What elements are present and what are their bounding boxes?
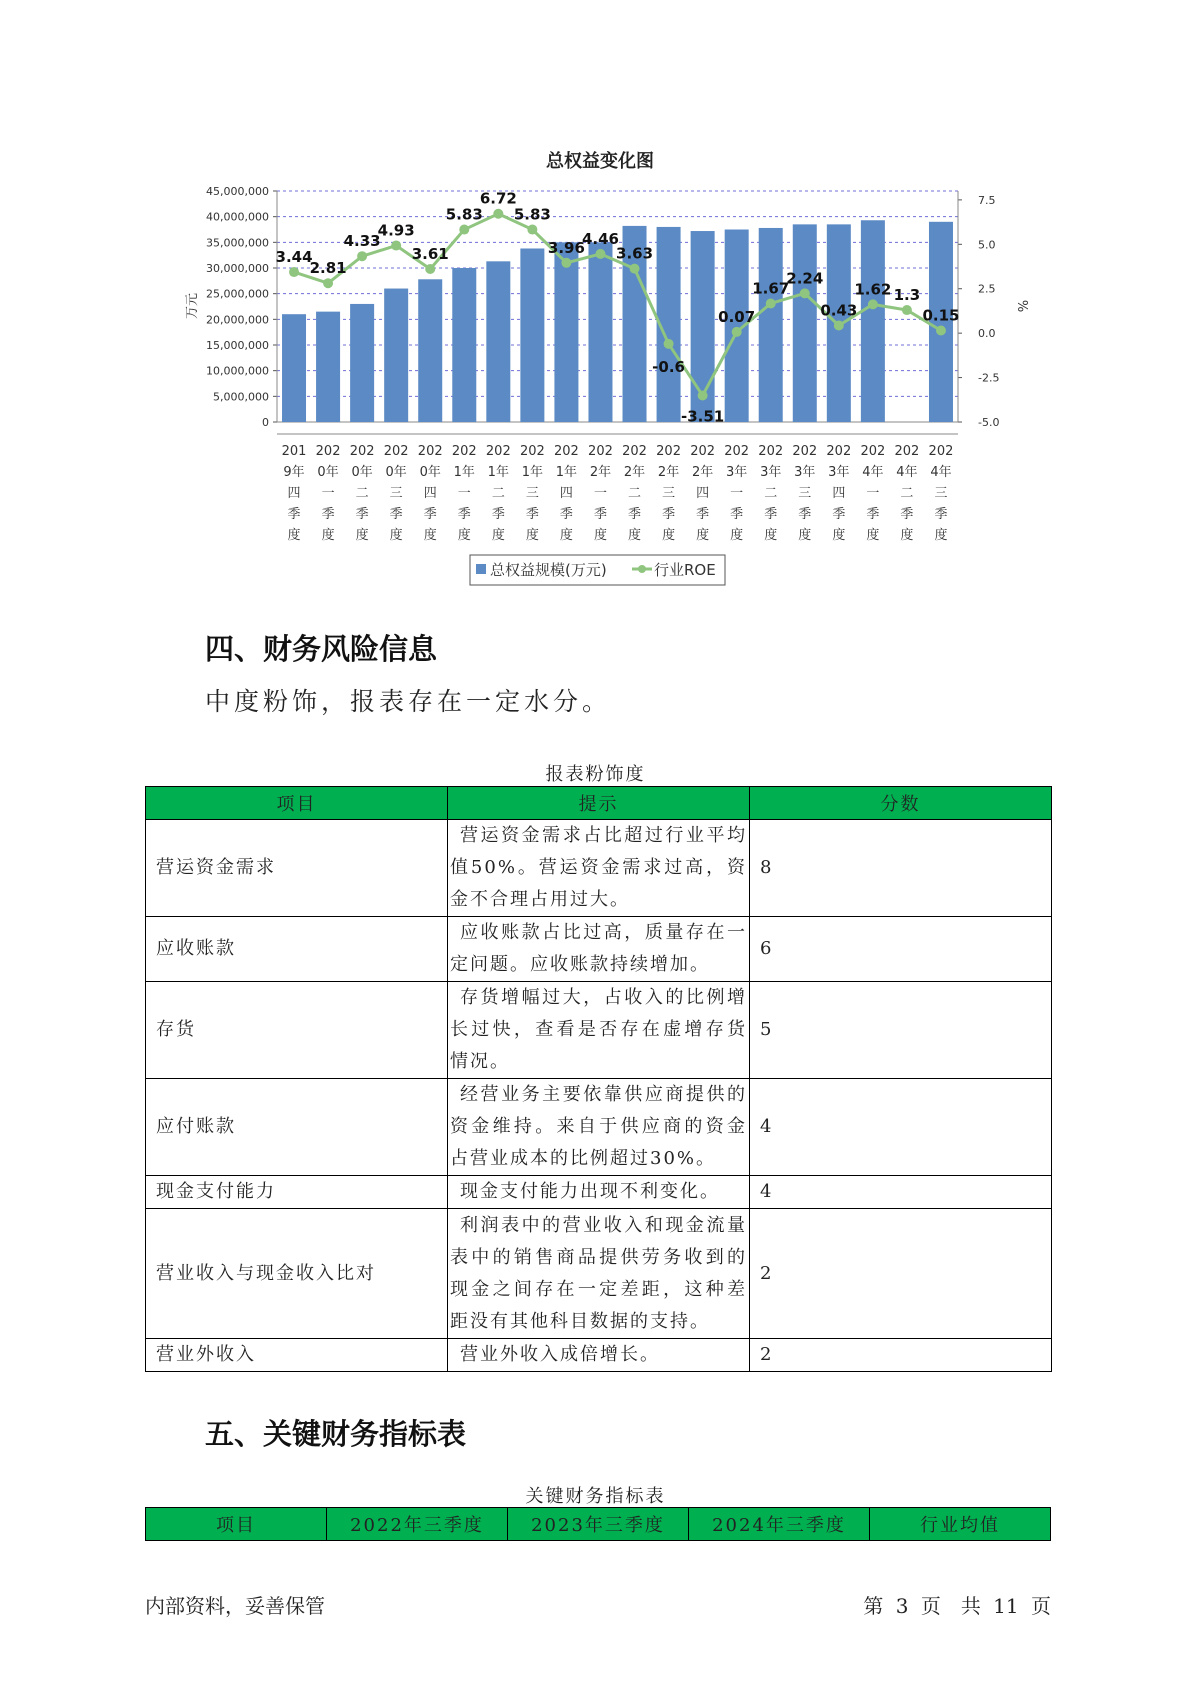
x-tick-label: 202: [519, 444, 545, 459]
bar: [452, 268, 476, 422]
bar: [520, 248, 544, 422]
x-tick-label: 季: [559, 507, 573, 522]
risk-tip: 应收账款占比过高，质量存在一定问题。应收账款持续增加。: [448, 917, 750, 982]
x-tick-label: 202: [622, 444, 647, 459]
roe-data-label: 3.44: [275, 248, 313, 267]
table-row: [146, 1176, 1052, 1209]
x-tick-label: 度: [423, 528, 437, 543]
legend-swatch-point: [638, 565, 646, 573]
x-tick-label: 二: [355, 486, 369, 501]
x-tick-label: 202: [451, 444, 477, 459]
x-tick-label: 三: [934, 486, 948, 501]
bar: [282, 314, 306, 422]
roe-point: [936, 325, 946, 335]
equity-chart: [0, 0, 1191, 600]
x-tick-label: 度: [900, 528, 914, 543]
roe-data-label: 3.61: [411, 245, 449, 264]
x-tick-label: 202: [588, 444, 613, 459]
roe-point: [595, 249, 605, 259]
x-tick-label: 2年: [589, 465, 612, 480]
risk-score: 4: [750, 1079, 1052, 1176]
risk-tip: 营运资金需求占比超过行业平均值50%。营运资金需求过高，资金不合理占用过大。: [448, 820, 750, 917]
x-tick-label: 0年: [317, 465, 339, 480]
roe-data-label: 3.63: [616, 244, 654, 263]
x-tick-label: 度: [730, 528, 744, 543]
risk-score: 5: [750, 982, 1052, 1079]
roe-point: [323, 278, 333, 288]
x-tick-label: 三: [389, 486, 403, 501]
x-tick-label: 季: [696, 507, 710, 522]
x-tick-label: 0年: [385, 465, 407, 480]
x-tick-label: 度: [866, 528, 880, 543]
x-tick-label: 4年: [862, 465, 884, 480]
y2-tick-label: 2.5: [978, 282, 996, 296]
x-tick-label: 9年: [283, 465, 305, 480]
x-tick-label: 度: [457, 528, 471, 543]
x-tick-label: 度: [355, 528, 369, 543]
risk-table: [145, 786, 1052, 1372]
x-tick-label: 度: [628, 528, 642, 543]
risk-tip: 经营业务主要依靠供应商提供的资金维持。来自于供应商的资金占营业成本的比例超过30%。: [448, 1079, 750, 1176]
x-tick-label: 度: [696, 528, 710, 543]
footer-confidential: 内部资料，妥善保管: [145, 1594, 325, 1618]
risk-score: 2: [750, 1209, 1052, 1339]
y2-tick-label: -5.0: [978, 416, 1000, 429]
risk-header-item: 项目: [146, 787, 448, 820]
roe-data-label: 6.72: [479, 189, 517, 208]
x-tick-label: 1年: [453, 465, 475, 480]
x-tick-label: 3年: [828, 465, 850, 480]
x-tick-label: 季: [321, 507, 335, 522]
x-tick-label: 2年: [691, 465, 714, 480]
roe-point: [664, 339, 674, 349]
risk-score: 4: [750, 1176, 1052, 1209]
x-tick-label: 季: [628, 507, 642, 522]
risk-summary-text: 中度粉饰，报表存在一定水分。: [205, 687, 612, 716]
x-tick-label: 四: [559, 486, 573, 501]
x-tick-label: 季: [491, 507, 505, 522]
x-tick-label: 季: [287, 507, 301, 522]
roe-point: [630, 264, 640, 274]
bar: [316, 312, 340, 422]
x-tick-label: 季: [423, 507, 437, 522]
kfi-header-industry-avg: 行业均值: [870, 1508, 1051, 1541]
y-tick-label: 25,000,000: [206, 287, 269, 301]
x-tick-label: 度: [593, 528, 607, 543]
footer-page-number: 第 3 页 共 11 页: [863, 1594, 1051, 1618]
x-tick-label: 一: [321, 486, 335, 501]
roe-point: [391, 241, 401, 251]
y2-tick-label: 7.5: [978, 193, 996, 207]
x-tick-label: 季: [662, 507, 676, 522]
roe-data-label: 3.96: [547, 238, 585, 257]
legend-swatch-bars: [476, 564, 486, 574]
x-tick-label: 1年: [521, 465, 544, 480]
x-tick-label: 1年: [555, 465, 578, 480]
x-tick-label: 202: [860, 444, 886, 459]
x-tick-label: 四: [287, 486, 301, 501]
roe-data-label: -0.6: [652, 357, 685, 376]
roe-point: [698, 391, 708, 401]
x-tick-label: 二: [491, 486, 505, 501]
roe-point: [868, 299, 878, 309]
x-tick-label: 季: [934, 507, 948, 522]
x-tick-label: 3年: [794, 465, 816, 480]
risk-item: 营运资金需求: [146, 820, 448, 917]
roe-data-label: 1.62: [854, 280, 892, 299]
x-tick-label: 3年: [726, 465, 748, 480]
roe-point: [732, 327, 742, 337]
x-tick-label: 202: [690, 444, 716, 459]
bar: [486, 261, 510, 422]
roe-data-label: 4.46: [581, 229, 619, 248]
x-tick-label: 四: [832, 486, 846, 501]
x-tick-label: 度: [798, 528, 812, 543]
x-tick-label: 季: [798, 507, 812, 522]
roe-point: [800, 288, 810, 298]
kfi-header-item: 项目: [146, 1508, 327, 1541]
roe-point: [289, 267, 299, 277]
x-tick-label: 季: [900, 507, 914, 522]
risk-tip: 营业外收入成倍增长。: [448, 1339, 750, 1372]
x-tick-label: 202: [485, 444, 511, 459]
x-tick-label: 季: [457, 507, 471, 522]
roe-data-label: 0.15: [922, 306, 960, 325]
bar: [793, 224, 817, 422]
roe-data-label: 2.24: [786, 269, 824, 288]
x-tick-label: 一: [457, 486, 471, 501]
bar: [759, 228, 783, 422]
y-tick-label: 45,000,000: [206, 185, 269, 198]
y-tick-label: 5,000,000: [213, 390, 269, 404]
risk-item: 应付账款: [146, 1079, 448, 1176]
risk-header-score: 分数: [750, 787, 1052, 820]
roe-point: [459, 225, 469, 235]
table-row: [146, 982, 1052, 1079]
x-tick-label: 一: [593, 486, 607, 501]
x-tick-label: 季: [866, 507, 880, 522]
x-tick-label: 201: [281, 444, 307, 459]
roe-data-label: 0.07: [718, 307, 756, 326]
roe-point: [527, 225, 537, 235]
x-tick-label: 202: [758, 444, 784, 459]
x-tick-label: 202: [349, 444, 375, 459]
legend-label-line: 行业ROE: [654, 561, 716, 579]
risk-score: 6: [750, 917, 1052, 982]
table-row: [146, 820, 1052, 917]
x-tick-label: 202: [656, 444, 681, 459]
roe-data-label: 1.67: [752, 279, 790, 298]
x-tick-label: 一: [730, 486, 744, 501]
risk-tip: 利润表中的营业收入和现金流量表中的销售商品提供劳务收到的现金之间存在一定差距，这种差距没有其他科目数据的支持。: [448, 1209, 750, 1339]
x-tick-label: 度: [662, 528, 676, 543]
chart-title: 总权益变化图: [546, 151, 654, 172]
bar: [588, 242, 612, 422]
kfi-header-2023q3: 2023年三季度: [508, 1508, 689, 1541]
roe-data-label: 5.83: [513, 205, 551, 224]
y-tick-label: 20,000,000: [206, 313, 269, 327]
x-tick-label: 2年: [657, 465, 680, 480]
x-tick-label: 三: [525, 486, 539, 501]
risk-item: 存货: [146, 982, 448, 1079]
bar: [861, 220, 885, 422]
roe-data-label: -3.51: [681, 407, 725, 426]
section4-title: 四、财务风险信息: [205, 632, 438, 666]
roe-data-label: 4.33: [343, 232, 381, 251]
y2-tick-label: -2.5: [978, 371, 1000, 385]
bar: [554, 242, 578, 422]
x-tick-label: 度: [934, 528, 948, 543]
x-tick-label: 202: [315, 444, 341, 459]
risk-item: 现金支付能力: [146, 1176, 448, 1209]
roe-point: [834, 321, 844, 331]
kfi-table-caption: 关键财务指标表: [525, 1486, 666, 1507]
x-tick-label: 202: [554, 444, 579, 459]
x-tick-label: 季: [525, 507, 539, 522]
kfi-table: [145, 1507, 1051, 1541]
risk-header-tip: 提示: [448, 787, 750, 820]
roe-point: [493, 209, 503, 219]
section5-title: 五、关键财务指标表: [205, 1417, 467, 1451]
risk-table-caption: 报表粉饰度: [545, 764, 646, 785]
x-tick-label: 度: [832, 528, 846, 543]
x-tick-label: 二: [900, 486, 914, 501]
kfi-header-2022q3: 2022年三季度: [327, 1508, 508, 1541]
y2-tick-label: 5.0: [978, 238, 996, 252]
risk-table-header-row: [146, 787, 1052, 820]
y-tick-label: 35,000,000: [206, 236, 269, 250]
x-tick-label: 度: [491, 528, 505, 543]
x-tick-label: 202: [928, 444, 954, 459]
x-tick-label: 四: [696, 486, 710, 501]
y-tick-label: 40,000,000: [206, 210, 269, 224]
y2-axis-label: %: [1014, 299, 1029, 313]
roe-data-label: 2.81: [309, 259, 347, 278]
x-tick-label: 度: [287, 528, 301, 543]
roe-point: [357, 251, 367, 261]
risk-score: 2: [750, 1339, 1052, 1372]
roe-point: [561, 258, 571, 268]
x-tick-label: 度: [559, 528, 573, 543]
x-tick-label: 季: [764, 507, 778, 522]
x-tick-label: 0年: [419, 465, 441, 480]
risk-item: 营业收入与现金收入比对: [146, 1209, 448, 1339]
x-tick-label: 一: [866, 486, 880, 501]
x-tick-label: 度: [764, 528, 778, 543]
roe-point: [766, 298, 776, 308]
x-tick-label: 二: [764, 486, 778, 501]
risk-tip: 存货增幅过大，占收入的比例增长过快，查看是否存在虚增存货情况。: [448, 982, 750, 1079]
y-axis-label: 万元: [185, 292, 200, 320]
y-tick-label: 10,000,000: [206, 364, 269, 378]
x-tick-label: 四: [423, 486, 437, 501]
table-row: [146, 1209, 1052, 1339]
x-tick-label: 二: [628, 486, 642, 501]
y-tick-label: 15,000,000: [206, 339, 269, 352]
roe-data-label: 5.83: [445, 205, 483, 224]
roe-point: [425, 264, 435, 274]
kfi-table-header-row: [146, 1508, 1051, 1541]
x-tick-label: 度: [389, 528, 403, 543]
y2-tick-label: 0.0: [978, 327, 996, 341]
x-tick-label: 202: [792, 444, 818, 459]
risk-item: 应收账款: [146, 917, 448, 982]
x-tick-label: 度: [525, 528, 539, 543]
risk-tip: 现金支付能力出现不利变化。: [448, 1176, 750, 1209]
x-tick-label: 季: [730, 507, 744, 522]
x-tick-label: 2年: [623, 465, 646, 480]
kfi-header-2024q3: 2024年三季度: [689, 1508, 870, 1541]
equity-chart-svg: [0, 0, 1191, 600]
roe-data-label: 1.3: [893, 286, 921, 305]
bar: [350, 304, 374, 422]
x-tick-label: 季: [389, 507, 403, 522]
x-tick-label: 202: [383, 444, 409, 459]
bar: [384, 289, 408, 422]
x-tick-label: 202: [826, 444, 852, 459]
roe-data-label: 4.93: [377, 221, 415, 240]
x-tick-label: 季: [355, 507, 369, 522]
roe-point: [902, 305, 912, 315]
legend-label-bars: 总权益规模(万元): [490, 561, 607, 579]
risk-item: 营业外收入: [146, 1339, 448, 1372]
x-tick-label: 三: [662, 486, 676, 501]
y-tick-label: 0: [262, 416, 269, 429]
x-tick-label: 0年: [351, 465, 373, 480]
roe-data-label: 0.43: [820, 301, 858, 320]
x-tick-label: 季: [593, 507, 607, 522]
x-tick-label: 202: [417, 444, 443, 459]
x-tick-label: 4年: [930, 465, 952, 480]
table-row: [146, 1339, 1052, 1372]
table-row: [146, 917, 1052, 982]
x-tick-label: 度: [321, 528, 335, 543]
bar: [418, 279, 442, 422]
x-tick-label: 3年: [760, 465, 782, 480]
x-tick-label: 4年: [896, 465, 918, 480]
x-tick-label: 三: [798, 486, 812, 501]
x-tick-label: 季: [832, 507, 846, 522]
table-row: [146, 1079, 1052, 1176]
y-tick-label: 30,000,000: [206, 262, 269, 275]
risk-score: 8: [750, 820, 1052, 917]
x-tick-label: 202: [894, 444, 920, 459]
x-tick-label: 1年: [487, 465, 509, 480]
x-tick-label: 202: [724, 444, 750, 459]
